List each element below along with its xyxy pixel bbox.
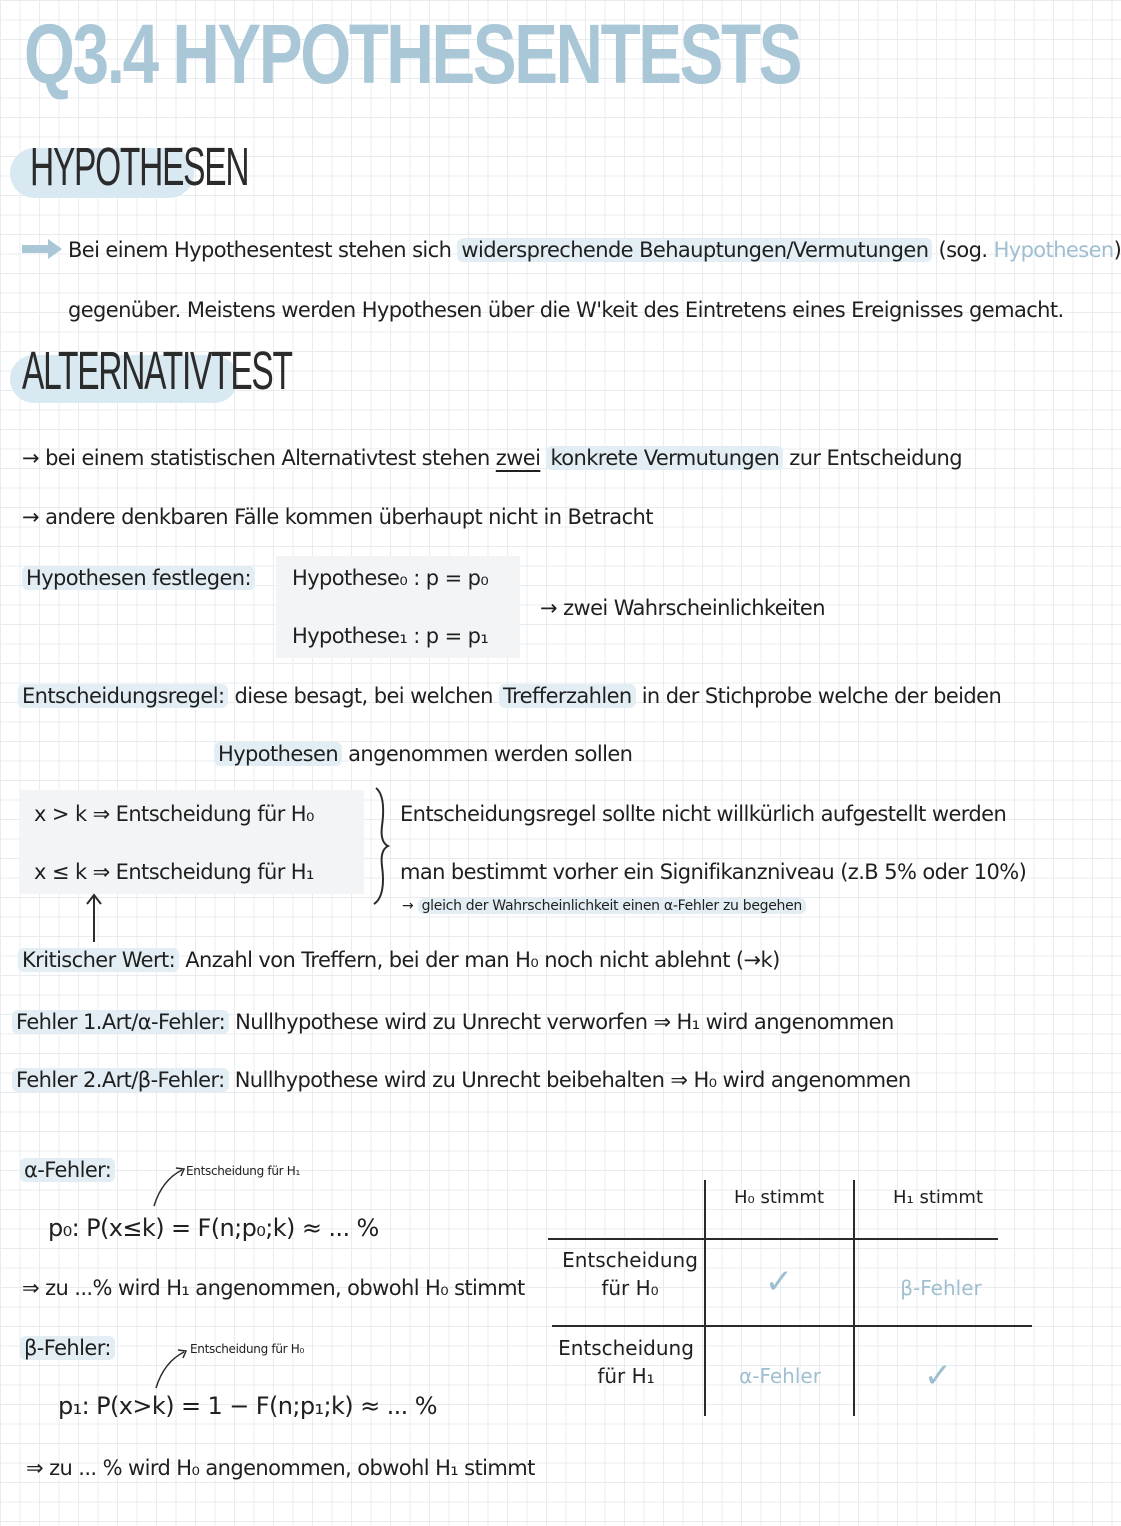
- heading-alternativtest: ALTERNATIVTEST: [22, 341, 292, 401]
- table-col-h0: H₀ stimmt: [733, 1187, 825, 1208]
- beta-note: Entscheidung für H₀: [190, 1342, 305, 1356]
- arrow-icon: →: [22, 505, 39, 529]
- fehler-1: Fehler 1.Art/α-Fehler: Nullhypothese wird zu Unrecht verworfen ⇒ H₁ wird angenommen: [12, 1010, 894, 1034]
- arrow-icon: →: [540, 596, 557, 620]
- rule-2: x ≤ k ⇒ Entscheidung für H₁: [34, 860, 314, 884]
- arrow-up-icon: [84, 892, 104, 944]
- fehler-2: Fehler 2.Art/β-Fehler: Nullhypothese wird zu Unrecht beibehalten ⇒ H₀ wird angenommen: [12, 1068, 911, 1092]
- hypothesen-line2: gegenüber. Meistens werden Hypothesen über die W'keit des Eintretens eines Ereignisses gemacht.: [68, 298, 1064, 322]
- bullet-1: → bei einem statistischen Alternativtest stehen zwei konkrete Vermutungen zur Entscheidung: [22, 446, 962, 470]
- festlegen-label: Hypothesen festlegen:: [22, 566, 255, 590]
- curly-brace: [370, 786, 392, 906]
- beta-label: β-Fehler:: [20, 1336, 115, 1360]
- annotation-arrow-icon: [148, 1164, 188, 1210]
- alpha-note: Entscheidung für H₁: [186, 1164, 301, 1178]
- alpha-formula: p₀: P(x≤k) = F(n;p₀;k) ≈ ... %: [48, 1214, 379, 1242]
- zwei-w: → zwei Wahrscheinlichkeiten: [540, 596, 825, 620]
- page-title: Q3.4 HYPOTHESENTESTS: [24, 7, 801, 101]
- rule-note-1: Entscheidungsregel sollte nicht willkürlich aufgestellt werden: [400, 802, 1007, 826]
- entscheidungsregel-line2: Hypothesen angenommen werden sollen: [214, 742, 632, 766]
- rule-1: x > k ⇒ Entscheidung für H₀: [34, 802, 314, 826]
- beta-fehler-cell: β-Fehler: [900, 1276, 982, 1300]
- checkmark-icon: ✓: [764, 1262, 794, 1302]
- table-divider-v2: [853, 1180, 855, 1416]
- table-divider-h2: [552, 1325, 1032, 1327]
- table-divider-v1: [704, 1180, 706, 1416]
- arrow-right-icon: [22, 238, 64, 260]
- beta-result: ⇒ zu ... % wird H₀ angenommen, obwohl H₁ stimmt: [26, 1456, 535, 1480]
- checkmark-icon: ✓: [923, 1356, 953, 1396]
- hypothesen-line1: Bei einem Hypothesentest stehen sich widersprechende Behauptungen/Vermutungen (sog. Hypothesen): [68, 238, 1121, 262]
- table-row-h1: Entscheidung für H₁: [558, 1336, 694, 1388]
- alpha-fehler-cell: α-Fehler: [739, 1364, 821, 1388]
- table-row-h0: Entscheidung für H₀: [562, 1248, 698, 1300]
- hypothese-1: Hypothese₁ : p = p₁: [292, 624, 489, 648]
- table-col-h1: H₁ stimmt: [892, 1187, 984, 1208]
- arrow-icon: →: [402, 898, 414, 914]
- rule-note-2: man bestimmt vorher ein Signifikanzniveau (z.B 5% oder 10%): [400, 860, 1027, 884]
- alpha-result: ⇒ zu ...% wird H₁ angenommen, obwohl H₀ stimmt: [22, 1276, 525, 1300]
- bullet-2: → andere denkbaren Fälle kommen überhaupt nicht in Betracht: [22, 505, 653, 529]
- heading-hypothesen: HYPOTHESEN: [30, 137, 249, 197]
- table-divider-h1: [548, 1238, 998, 1240]
- entscheidungsregel: Entscheidungsregel: diese besagt, bei welchen Trefferzahlen in der Stichprobe welche der beiden: [18, 684, 1001, 708]
- rule-note-3: → gleich der Wahrscheinlichkeit einen α-Fehler zu begehen: [402, 898, 806, 914]
- hypothese-0: Hypothese₀ : p = p₀: [292, 566, 489, 590]
- kritischer-wert: Kritischer Wert: Anzahl von Treffern, bei der man H₀ noch nicht ablehnt (→k): [18, 948, 780, 972]
- alpha-label: α-Fehler:: [20, 1158, 115, 1182]
- annotation-arrow-icon: [150, 1346, 190, 1392]
- beta-formula: p₁: P(x>k) = 1 − F(n;p₁;k) ≈ ... %: [58, 1392, 437, 1420]
- arrow-icon: →: [22, 446, 39, 470]
